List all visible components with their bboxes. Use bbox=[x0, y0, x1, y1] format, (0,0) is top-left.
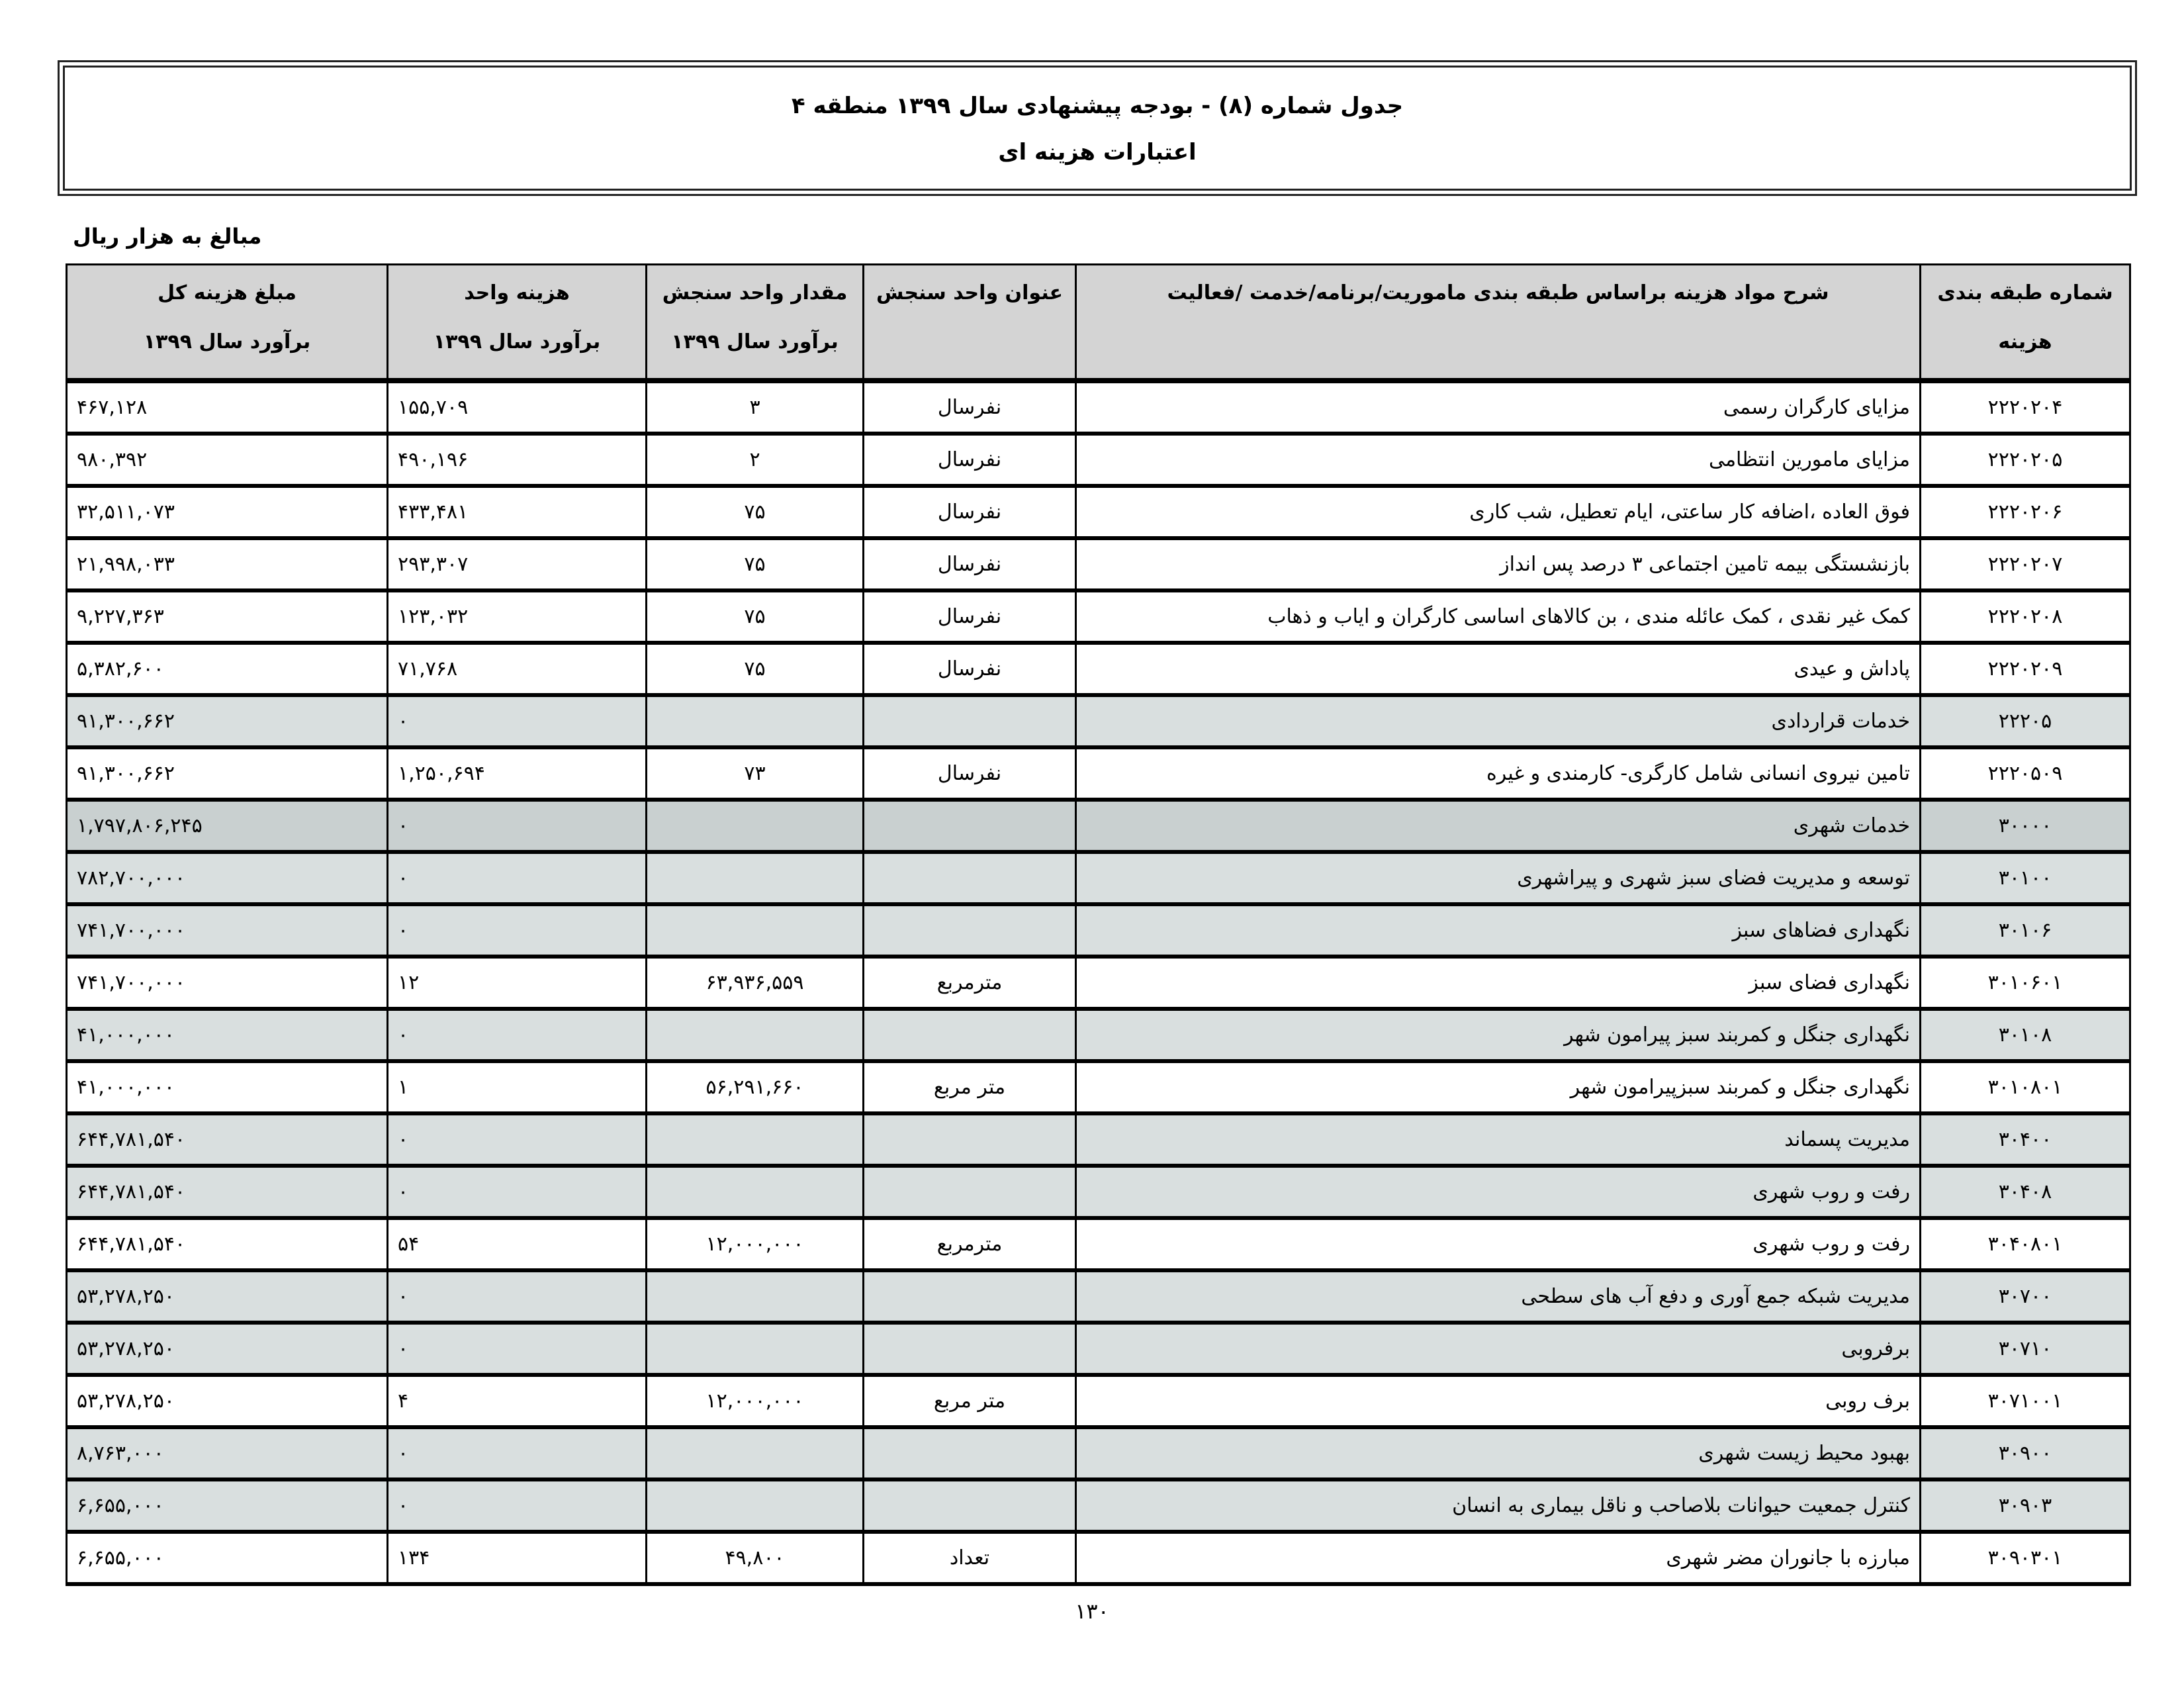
cell-unit: نفرسال bbox=[864, 747, 1076, 800]
cell-quantity: ۵۶,۲۹۱,۶۶۰ bbox=[647, 1061, 864, 1113]
cell-quantity bbox=[647, 1009, 864, 1061]
cell-description: توسعه و مدیریت فضای سبز شهری و پیراشهری bbox=[1076, 852, 1921, 904]
table-row bbox=[67, 1532, 2130, 1584]
table-row bbox=[67, 1166, 2130, 1218]
cell-code: ۳۰۹۰۳ bbox=[1921, 1479, 2130, 1532]
header-unit-cost: هزینه واحد برآورد سال ۱۳۹۹ bbox=[388, 265, 647, 381]
cell-unit: نفرسال bbox=[864, 590, 1076, 643]
cell-description: نگهداری فضای سبز bbox=[1076, 957, 1921, 1009]
cell-unit bbox=[864, 1323, 1076, 1375]
cell-unit bbox=[864, 904, 1076, 957]
header-code: شماره طبقه بندی هزینه bbox=[1921, 265, 2130, 381]
cell-unit-cost: ۰ bbox=[388, 1323, 647, 1375]
cell-total: ۶۴۴,۷۸۱,۵۴۰ bbox=[67, 1113, 388, 1166]
cell-description: برف روبی bbox=[1076, 1375, 1921, 1427]
cell-quantity: ۱۲,۰۰۰,۰۰۰ bbox=[647, 1375, 864, 1427]
cell-unit: تعداد bbox=[864, 1532, 1076, 1584]
cell-description: پاداش و عیدی bbox=[1076, 643, 1921, 695]
cell-unit: متر مربع bbox=[864, 1375, 1076, 1427]
cell-code: ۲۲۲۰۲۰۹ bbox=[1921, 643, 2130, 695]
table-row bbox=[67, 1375, 2130, 1427]
cell-unit bbox=[864, 695, 1076, 747]
cell-code: ۳۰۷۱۰۰۱ bbox=[1921, 1375, 2130, 1427]
cell-quantity bbox=[647, 1427, 864, 1479]
cell-unit: نفرسال bbox=[864, 381, 1076, 434]
cell-unit-cost: ۰ bbox=[388, 1479, 647, 1532]
cell-unit-cost: ۰ bbox=[388, 1009, 647, 1061]
table-row bbox=[67, 1270, 2130, 1323]
table-row bbox=[67, 1113, 2130, 1166]
cell-quantity: ۶۳,۹۳۶,۵۵۹ bbox=[647, 957, 864, 1009]
document-title: جدول شماره (۸) - بودجه پیشنهادی سال ۱۳۹۹ منطقه ۴ bbox=[791, 93, 1404, 119]
cell-unit-cost: ۱,۲۵۰,۶۹۴ bbox=[388, 747, 647, 800]
cell-code: ۳۰۱۰۸ bbox=[1921, 1009, 2130, 1061]
header-quantity: مقدار واحد سنجش برآورد سال ۱۳۹۹ bbox=[647, 265, 864, 381]
cell-code: ۲۲۲۰۲۰۷ bbox=[1921, 538, 2130, 590]
table-row bbox=[67, 1218, 2130, 1270]
cell-code: ۳۰۱۰۰ bbox=[1921, 852, 2130, 904]
table-header-row bbox=[67, 265, 2130, 381]
cell-total: ۶,۶۵۵,۰۰۰ bbox=[67, 1479, 388, 1532]
cell-description: مزایای کارگران رسمی bbox=[1076, 381, 1921, 434]
cell-quantity bbox=[647, 1166, 864, 1218]
table-row bbox=[67, 643, 2130, 695]
cell-code: ۳۰۷۱۰ bbox=[1921, 1323, 2130, 1375]
cell-quantity bbox=[647, 852, 864, 904]
cell-unit bbox=[864, 1113, 1076, 1166]
cell-code: ۲۲۲۰۲۰۸ bbox=[1921, 590, 2130, 643]
cell-total: ۴۱,۰۰۰,۰۰۰ bbox=[67, 1061, 388, 1113]
table-row bbox=[67, 904, 2130, 957]
cell-unit-cost: ۷۱,۷۶۸ bbox=[388, 643, 647, 695]
table-row bbox=[67, 852, 2130, 904]
cell-unit-cost: ۰ bbox=[388, 1166, 647, 1218]
cell-total: ۳۲,۵۱۱,۰۷۳ bbox=[67, 486, 388, 538]
cell-quantity bbox=[647, 904, 864, 957]
cell-description: کنترل جمعیت حیوانات بلاصاحب و ناقل بیماری به انسان bbox=[1076, 1479, 1921, 1532]
cell-unit-cost: ۰ bbox=[388, 800, 647, 852]
cell-quantity bbox=[647, 1270, 864, 1323]
table-row bbox=[67, 381, 2130, 434]
cell-quantity bbox=[647, 1323, 864, 1375]
cell-total: ۴۶۷,۱۲۸ bbox=[67, 381, 388, 434]
table-row bbox=[67, 486, 2130, 538]
cell-quantity bbox=[647, 1479, 864, 1532]
cell-quantity bbox=[647, 800, 864, 852]
cell-description: مزایای مامورین انتظامی bbox=[1076, 434, 1921, 486]
cell-unit bbox=[864, 1479, 1076, 1532]
cell-quantity: ۷۵ bbox=[647, 538, 864, 590]
cell-unit-cost: ۲۹۳,۳۰۷ bbox=[388, 538, 647, 590]
table-row bbox=[67, 538, 2130, 590]
cell-description: مبارزه با جانوران مضر شهری bbox=[1076, 1532, 1921, 1584]
cell-code: ۳۰۷۰۰ bbox=[1921, 1270, 2130, 1323]
cell-unit-cost: ۱۲۳,۰۳۲ bbox=[388, 590, 647, 643]
cell-unit: متر مربع bbox=[864, 1061, 1076, 1113]
cell-code: ۳۰۴۰۸ bbox=[1921, 1166, 2130, 1218]
cell-description: نگهداری جنگل و کمربند سبزپیرامون شهر bbox=[1076, 1061, 1921, 1113]
cell-unit: نفرسال bbox=[864, 486, 1076, 538]
cell-unit-cost: ۱۳۴ bbox=[388, 1532, 647, 1584]
cell-total: ۹,۲۲۷,۳۶۳ bbox=[67, 590, 388, 643]
cell-total: ۶,۶۵۵,۰۰۰ bbox=[67, 1532, 388, 1584]
cell-unit-cost: ۱ bbox=[388, 1061, 647, 1113]
title-box bbox=[63, 66, 2132, 191]
cell-total: ۹۸۰,۳۹۲ bbox=[67, 434, 388, 486]
header-total: مبلغ هزینه کل برآورد سال ۱۳۹۹ bbox=[67, 265, 388, 381]
document-subtitle: اعتبارات هزینه ای bbox=[998, 139, 1197, 165]
cell-unit: نفرسال bbox=[864, 434, 1076, 486]
table-row bbox=[67, 1009, 2130, 1061]
cell-quantity: ۲ bbox=[647, 434, 864, 486]
cell-quantity: ۷۳ bbox=[647, 747, 864, 800]
table-row bbox=[67, 590, 2130, 643]
cell-description: بهبود محیط زیست شهری bbox=[1076, 1427, 1921, 1479]
table-row bbox=[67, 695, 2130, 747]
cell-unit-cost: ۴ bbox=[388, 1375, 647, 1427]
cell-unit-cost: ۰ bbox=[388, 852, 647, 904]
page-number: ۱۳۰ bbox=[1075, 1599, 1109, 1624]
cell-description: رفت و روب شهری bbox=[1076, 1218, 1921, 1270]
cell-total: ۵۳,۲۷۸,۲۵۰ bbox=[67, 1270, 388, 1323]
cell-total: ۷۸۲,۷۰۰,۰۰۰ bbox=[67, 852, 388, 904]
cell-code: ۲۲۲۰۵۰۹ bbox=[1921, 747, 2130, 800]
cell-total: ۶۴۴,۷۸۱,۵۴۰ bbox=[67, 1218, 388, 1270]
cell-total: ۸,۷۶۳,۰۰۰ bbox=[67, 1427, 388, 1479]
cell-description: نگهداری فضاهای سبز bbox=[1076, 904, 1921, 957]
cell-total: ۱,۷۹۷,۸۰۶,۲۴۵ bbox=[67, 800, 388, 852]
cell-description: رفت و روب شهری bbox=[1076, 1166, 1921, 1218]
cell-description: برفروبی bbox=[1076, 1323, 1921, 1375]
cell-unit: نفرسال bbox=[864, 643, 1076, 695]
table-row bbox=[67, 800, 2130, 852]
cell-quantity: ۷۵ bbox=[647, 590, 864, 643]
cell-description: نگهداری جنگل و کمربند سبز پیرامون شهر bbox=[1076, 1009, 1921, 1061]
cell-code: ۲۲۲۰۲۰۴ bbox=[1921, 381, 2130, 434]
cell-description: بازنشستگی بیمه تامین اجتماعی ۳ درصد پس انداز bbox=[1076, 538, 1921, 590]
cell-quantity: ۱۲,۰۰۰,۰۰۰ bbox=[647, 1218, 864, 1270]
cell-total: ۴۱,۰۰۰,۰۰۰ bbox=[67, 1009, 388, 1061]
cell-total: ۷۴۱,۷۰۰,۰۰۰ bbox=[67, 957, 388, 1009]
table-row bbox=[67, 747, 2130, 800]
cell-unit-cost: ۱۵۵,۷۰۹ bbox=[388, 381, 647, 434]
cell-unit bbox=[864, 800, 1076, 852]
cell-description: فوق العاده ،اضافه کار ساعتی، ایام تعطیل، شب کاری bbox=[1076, 486, 1921, 538]
cell-unit bbox=[864, 1166, 1076, 1218]
cell-code: ۳۰۱۰۶ bbox=[1921, 904, 2130, 957]
header-unit: عنوان واحد سنجش bbox=[864, 265, 1076, 381]
cell-total: ۵۳,۲۷۸,۲۵۰ bbox=[67, 1375, 388, 1427]
cell-code: ۲۲۲۰۵ bbox=[1921, 695, 2130, 747]
cell-unit bbox=[864, 1270, 1076, 1323]
cell-unit-cost: ۰ bbox=[388, 1427, 647, 1479]
cell-total: ۵۳,۲۷۸,۲۵۰ bbox=[67, 1323, 388, 1375]
currency-unit-note: مبالغ به هزار ریال bbox=[73, 224, 262, 249]
table-row bbox=[67, 1323, 2130, 1375]
table-row bbox=[67, 434, 2130, 486]
cell-quantity bbox=[647, 1113, 864, 1166]
cell-code: ۳۰۹۰۰ bbox=[1921, 1427, 2130, 1479]
cell-description: خدمات شهری bbox=[1076, 800, 1921, 852]
cell-unit-cost: ۰ bbox=[388, 1270, 647, 1323]
cell-quantity: ۳ bbox=[647, 381, 864, 434]
cell-unit-cost: ۰ bbox=[388, 695, 647, 747]
cell-quantity: ۴۹,۸۰۰ bbox=[647, 1532, 864, 1584]
cell-unit-cost: ۴۹۰,۱۹۶ bbox=[388, 434, 647, 486]
cell-total: ۶۴۴,۷۸۱,۵۴۰ bbox=[67, 1166, 388, 1218]
cell-description: خدمات قراردادی bbox=[1076, 695, 1921, 747]
cell-unit bbox=[864, 852, 1076, 904]
cell-unit-cost: ۰ bbox=[388, 904, 647, 957]
cell-code: ۳۰۱۰۸۰۱ bbox=[1921, 1061, 2130, 1113]
cell-unit-cost: ۰ bbox=[388, 1113, 647, 1166]
cell-code: ۲۲۲۰۲۰۶ bbox=[1921, 486, 2130, 538]
cell-unit: مترمربع bbox=[864, 957, 1076, 1009]
cell-code: ۲۲۲۰۲۰۵ bbox=[1921, 434, 2130, 486]
cell-description: مدیریت پسماند bbox=[1076, 1113, 1921, 1166]
cell-unit bbox=[864, 1427, 1076, 1479]
cell-code: ۳۰۱۰۶۰۱ bbox=[1921, 957, 2130, 1009]
cell-total: ۵,۳۸۲,۶۰۰ bbox=[67, 643, 388, 695]
cell-total: ۲۱,۹۹۸,۰۳۳ bbox=[67, 538, 388, 590]
header-description: شرح مواد هزینه براساس طبقه بندی ماموریت/برنامه/خدمت /فعالیت bbox=[1076, 265, 1921, 381]
cell-total: ۹۱,۳۰۰,۶۶۲ bbox=[67, 747, 388, 800]
cell-total: ۷۴۱,۷۰۰,۰۰۰ bbox=[67, 904, 388, 957]
cell-unit: مترمربع bbox=[864, 1218, 1076, 1270]
cell-quantity: ۷۵ bbox=[647, 643, 864, 695]
cell-description: کمک غیر نقدی ، کمک عائله مندی ، بن کالاهای اساسی کارگران و ایاب و ذهاب bbox=[1076, 590, 1921, 643]
cell-quantity: ۷۵ bbox=[647, 486, 864, 538]
cell-description: مدیریت شبکه جمع آوری و دفع آب های سطحی bbox=[1076, 1270, 1921, 1323]
cell-unit: نفرسال bbox=[864, 538, 1076, 590]
cell-code: ۳۰۴۰۸۰۱ bbox=[1921, 1218, 2130, 1270]
cell-unit-cost: ۵۴ bbox=[388, 1218, 647, 1270]
table-row bbox=[67, 957, 2130, 1009]
table-row bbox=[67, 1061, 2130, 1113]
cell-unit bbox=[864, 1009, 1076, 1061]
budget-table bbox=[66, 263, 2131, 1586]
cell-code: ۳۰۹۰۳۰۱ bbox=[1921, 1532, 2130, 1584]
cell-description: تامین نیروی انسانی شامل کارگری- کارمندی و غیره bbox=[1076, 747, 1921, 800]
cell-code: ۳۰۰۰۰ bbox=[1921, 800, 2130, 852]
table-row bbox=[67, 1479, 2130, 1532]
cell-total: ۹۱,۳۰۰,۶۶۲ bbox=[67, 695, 388, 747]
table-row bbox=[67, 1427, 2130, 1479]
cell-unit-cost: ۴۳۳,۴۸۱ bbox=[388, 486, 647, 538]
cell-unit-cost: ۱۲ bbox=[388, 957, 647, 1009]
cell-quantity bbox=[647, 695, 864, 747]
cell-code: ۳۰۴۰۰ bbox=[1921, 1113, 2130, 1166]
